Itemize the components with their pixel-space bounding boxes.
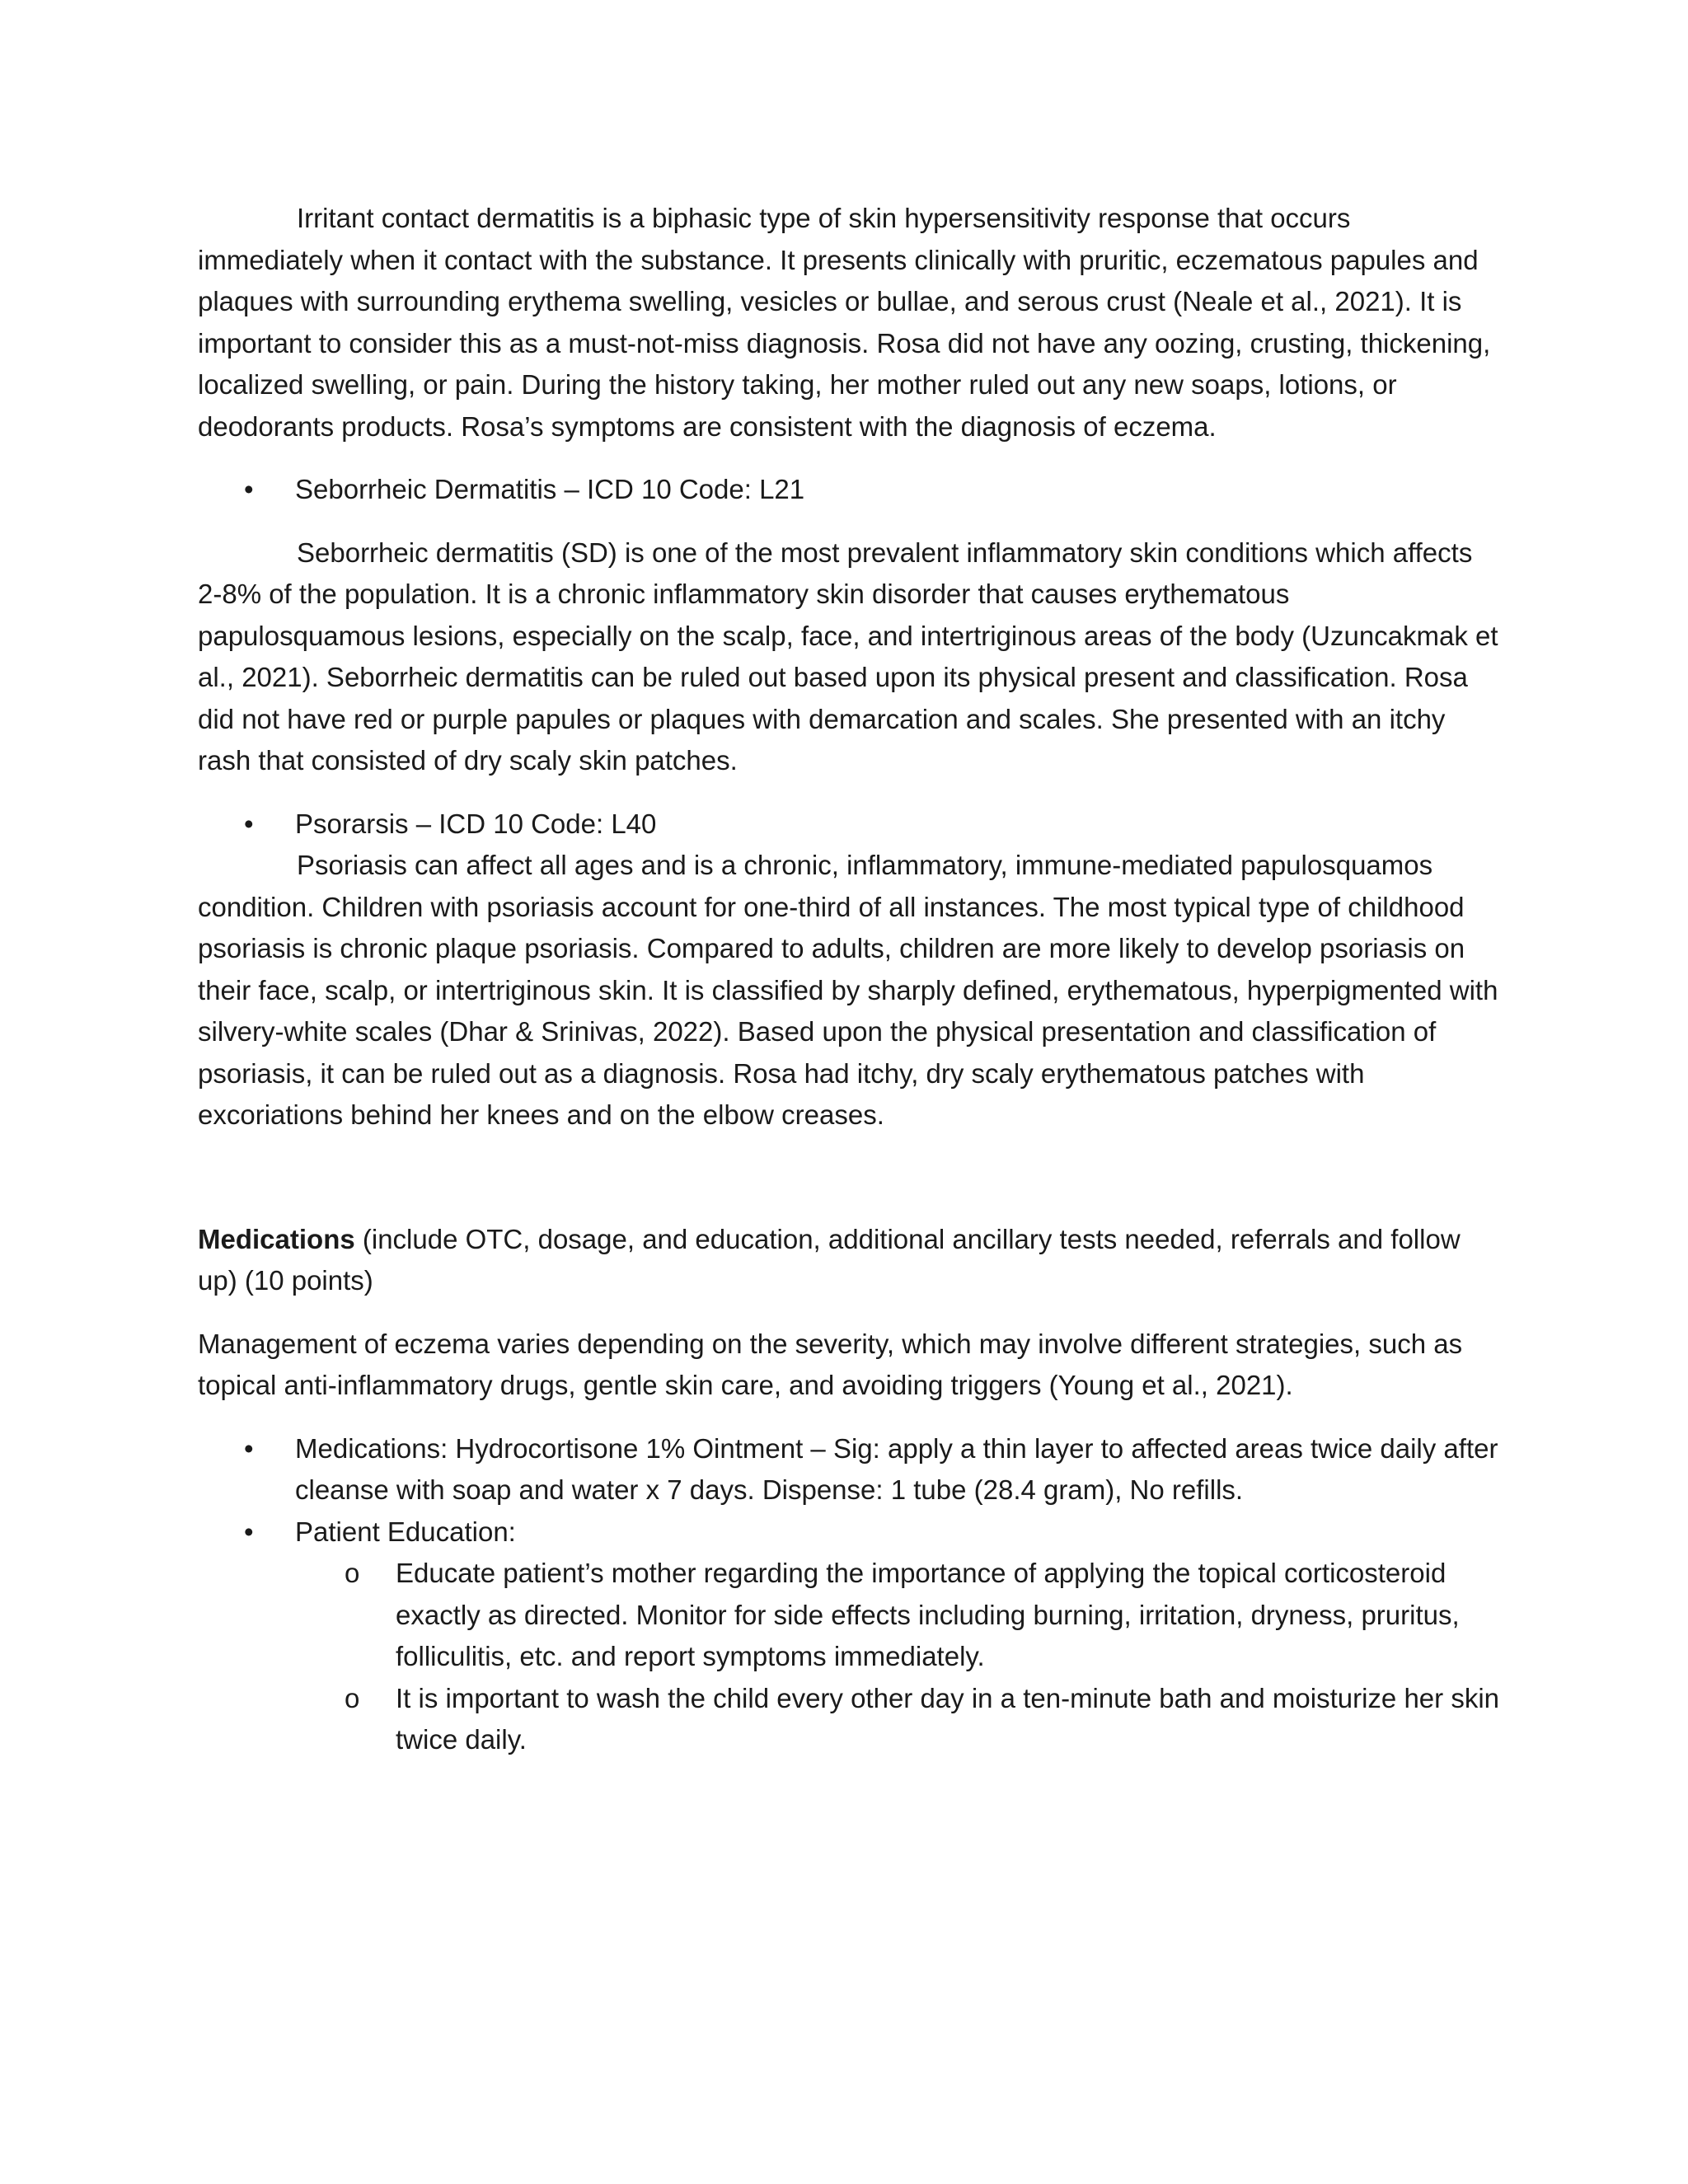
education-sub-bullet-text: Educate patient’s mother regarding the importance of applying the topical corticosteroid exactly as directed. Monitor for side effects including burning, irritation, dryness, pruritus, folliculitis, etc. and report symptoms immediately. [396, 1558, 1460, 1671]
document-page [198, 198, 1500, 1761]
patient-education-bullet [198, 1511, 1500, 1554]
psoriasis-paragraph: Psoriasis can affect all ages and is a chronic, inflammatory, immune-mediated papulosquamos condition. Children with psoriasis account for one-third of all instances. The most typical type of childhood psoriasis is chronic plaque psoriasis. Compared to adults, children are more likely to develop psoriasis on their face, scalp, or intertriginous skin. It is classified by sharply defined, erythematous, hyperpigmented with silvery-white scales (Dhar & Srinivas, 2022). Based upon the physical presentation and classification of psoriasis, it can be ruled out as a diagnosis. Rosa had itchy, dry scaly erythematous patches with excoriations behind her knees and on the elbow creases. [198, 850, 1498, 1130]
education-sub-bullet [198, 1553, 1500, 1678]
bullet-marker: • [244, 1516, 254, 1547]
education-sub-bullet [198, 1678, 1500, 1761]
seborrheic-bullet [198, 469, 1500, 511]
seborrheic-heading: Seborrheic Dermatitis – ICD 10 Code: L21 [295, 474, 805, 504]
medications-heading [198, 1219, 1500, 1302]
medications-bullet-text: Medications: Hydrocortisone 1% Ointment – Sig: apply a thin layer to affected areas twice daily after cleanse with soap and water x 7 days. Dispense: 1 tube (28.4 gram), No refills. [295, 1432, 1498, 1505]
irritant-paragraph: Irritant contact dermatitis is a biphasic type of skin hypersensitivity response that occurs immediately when it contact with the substance. It presents clinically with pruritic, eczematous papules and plaques with surrounding erythema swelling, vesicles or bullae, and serous crust (Neale et al., 2021). It is important to consider this as a must-not-miss diagnosis. Rosa did not have any oozing, crusting, thickening, localized swelling, or pain. During the history taking, her mother ruled out any new soaps, lotions, or deodorants products. Rosa’s symptoms are consistent with the diagnosis of eczema. [198, 203, 1491, 442]
bullet-marker: • [244, 1432, 254, 1464]
bullet-marker: • [244, 808, 254, 839]
patient-education-text: Patient Education: [295, 1516, 516, 1547]
medications-bullet [198, 1428, 1500, 1511]
seborrheic-paragraph: Seborrheic dermatitis (SD) is one of the most prevalent inflammatory skin conditions which affects 2-8% of the population. It is a chronic inflammatory skin disorder that causes erythematous papulosquamous lesions, especially on the scalp, face, and intertriginous areas of the body (Uzuncakmak et al., 2021). Seborrheic dermatitis can be ruled out based upon its physical present and classification. Rosa did not have red or purple papules or plaques with demarcation and scales. She presented with an itchy rash that consisted of dry scaly skin patches. [198, 537, 1498, 776]
medications-heading-bold: Medications [198, 1223, 355, 1254]
sub-bullet-marker: o [345, 1682, 360, 1713]
medications-heading-rest: (include OTC, dosage, and education, additional ancillary tests needed, referrals and follow up) (10 points) [198, 1223, 1461, 1296]
psoriasis-heading: Psorarsis – ICD 10 Code: L40 [295, 808, 657, 839]
medications-intro: Management of eczema varies depending on the severity, which may involve different strategies, such as topical anti-inflammatory drugs, gentle skin care, and avoiding triggers (Young et al., 2021). [198, 1328, 1463, 1400]
education-sub-bullet-text: It is important to wash the child every other day in a ten-minute bath and moisturize her skin twice daily. [396, 1682, 1499, 1755]
bullet-marker: • [244, 474, 254, 504]
sub-bullet-marker: o [345, 1558, 360, 1588]
psoriasis-bullet [198, 804, 1500, 846]
